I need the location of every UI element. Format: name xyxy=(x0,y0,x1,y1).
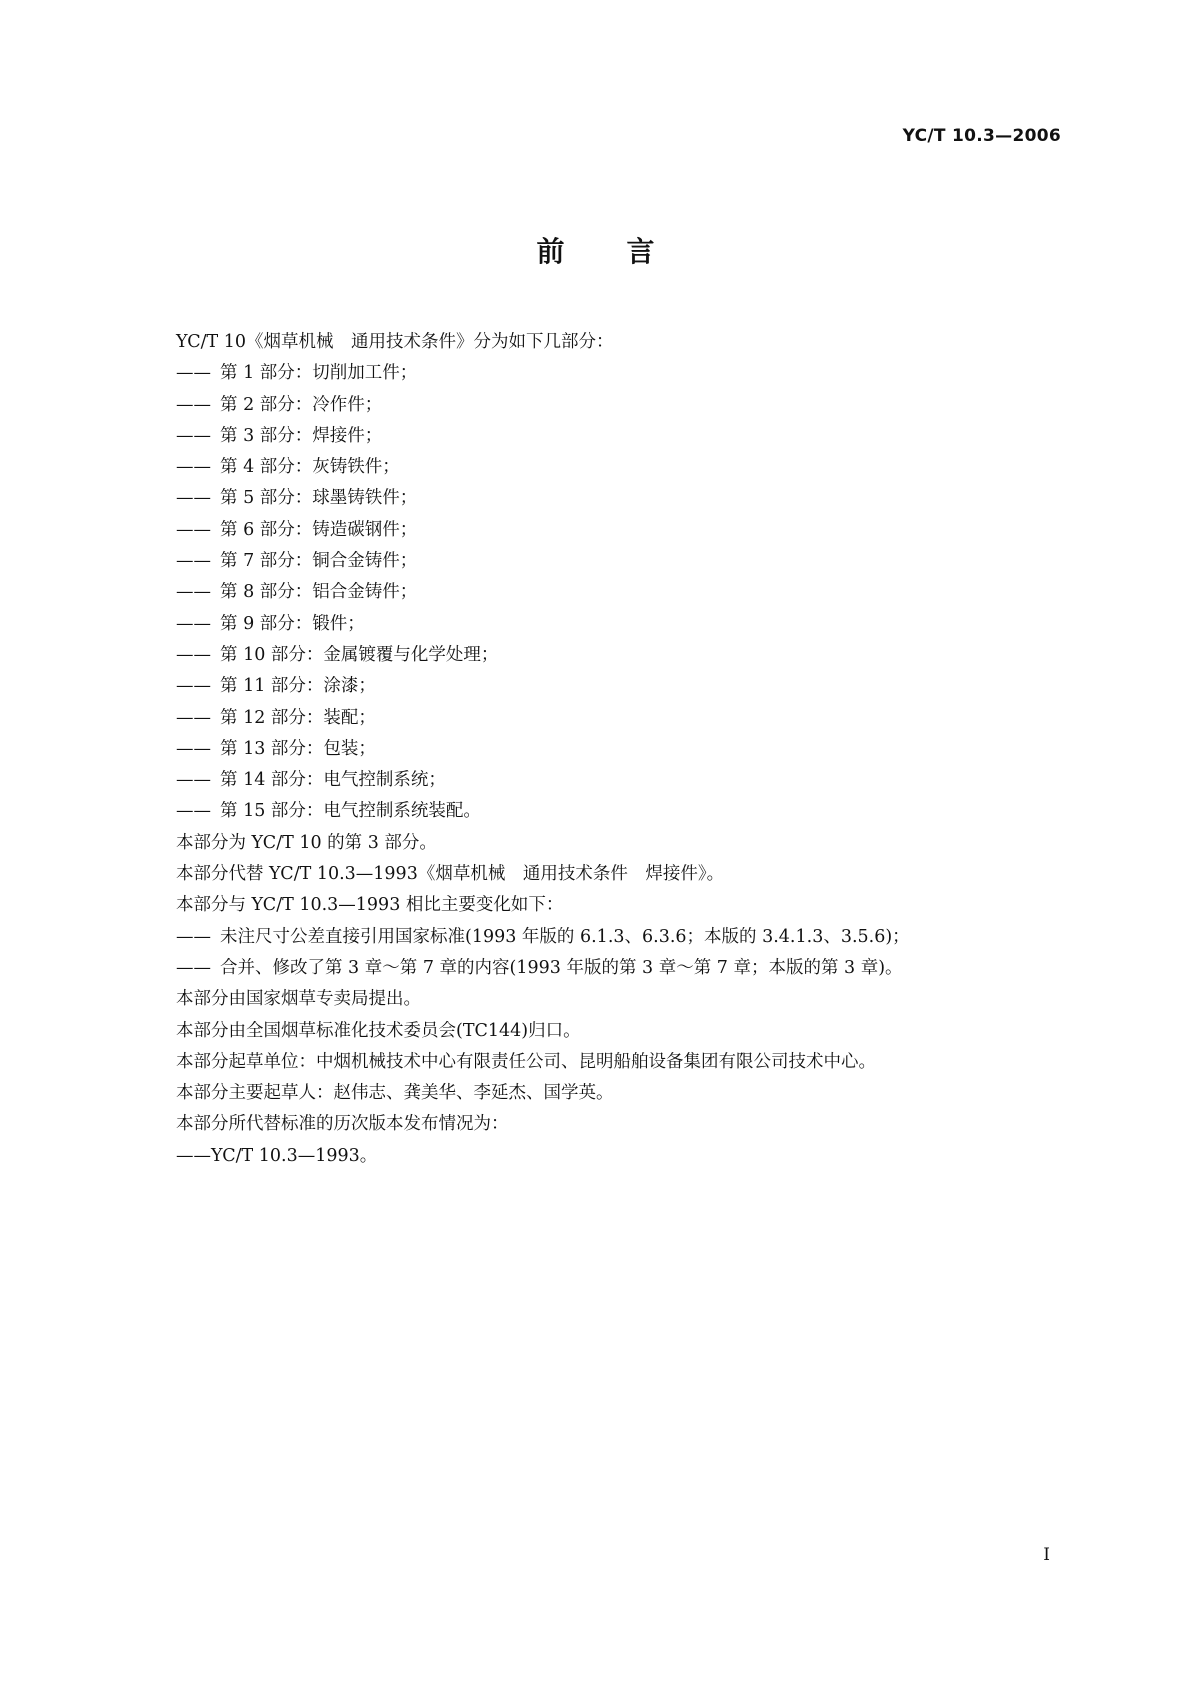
dash-marker: —— xyxy=(176,738,211,759)
dash-marker: —— xyxy=(176,551,211,572)
dash-marker: —— xyxy=(176,957,211,978)
list-item xyxy=(176,765,1056,796)
part-label: 第 6 部分：铸造碳钢件； xyxy=(220,519,418,540)
list-item xyxy=(176,922,1056,953)
part-label: 第 5 部分：球墨铸铁件； xyxy=(220,488,418,509)
part-label: 第 7 部分：铜合金铸件； xyxy=(220,551,418,572)
dash-marker: —— xyxy=(176,488,211,509)
change-text: 未注尺寸公差直接引用国家标准(1993 年版的 6.1.3、6.3.6；本版的 3.4.1.3、3.5.6)； xyxy=(220,926,910,947)
part-label: 第 3 部分：焊接件； xyxy=(220,425,383,446)
drafters-statement: 本部分主要起草人：赵伟志、龚美华、李延杰、国学英。 xyxy=(176,1083,614,1104)
changes-list xyxy=(176,922,1056,985)
part-label: 第 2 部分：冷作件； xyxy=(220,394,383,415)
page-number: I xyxy=(1043,1545,1050,1565)
list-item xyxy=(176,390,1056,421)
part-label: 第 12 部分：装配； xyxy=(220,707,376,728)
history-item: ——YC/T 10.3—1993。 xyxy=(176,1145,378,1166)
drafting-units-statement: 本部分起草单位：中烟机械技术中心有限责任公司、昆明船舶设备集团有限公司技术中心。 xyxy=(176,1051,876,1072)
replaces-statement: 本部分代替 YC/T 10.3—1993《烟草机械 通用技术条件 焊接件》。 xyxy=(176,864,725,885)
dash-marker: —— xyxy=(176,519,211,540)
part-label: 第 13 部分：包装； xyxy=(220,738,376,759)
dash-marker: —— xyxy=(176,770,211,791)
history-intro: 本部分所代替标准的历次版本发布情况为： xyxy=(176,1114,509,1135)
parts-list xyxy=(176,358,1056,827)
dash-marker: —— xyxy=(176,425,211,446)
change-text: 合并、修改了第 3 章～第 7 章的内容(1993 年版的第 3 章～第 7 章；本版的第 3 章)。 xyxy=(220,957,903,978)
part-label: 第 11 部分：涂漆； xyxy=(220,676,376,697)
changes-intro: 本部分与 YC/T 10.3—1993 相比主要变化如下： xyxy=(176,895,564,916)
list-item xyxy=(176,421,1056,452)
part-label: 第 8 部分：铝合金铸件； xyxy=(220,582,418,603)
list-item xyxy=(176,734,1056,765)
part-label: 第 14 部分：电气控制系统； xyxy=(220,770,446,791)
list-item xyxy=(176,483,1056,514)
list-item xyxy=(176,358,1056,389)
list-item xyxy=(176,671,1056,702)
dash-marker: —— xyxy=(176,394,211,415)
part-label: 第 1 部分：切削加工件； xyxy=(220,363,418,384)
dash-marker: —— xyxy=(176,613,211,634)
dash-marker: —— xyxy=(176,457,211,478)
standard-code: YC/T 10.3—2006 xyxy=(902,126,1061,146)
dash-marker: —— xyxy=(176,363,211,384)
dash-marker: —— xyxy=(176,707,211,728)
list-item xyxy=(176,953,1056,984)
centralized-by-statement: 本部分由全国烟草标准化技术委员会(TC144)归口。 xyxy=(176,1020,581,1041)
list-item xyxy=(176,452,1056,483)
dash-marker: —— xyxy=(176,644,211,665)
part-label: 第 4 部分：灰铸铁件； xyxy=(220,457,400,478)
list-item xyxy=(176,577,1056,608)
part-label: 第 15 部分：电气控制系统装配。 xyxy=(220,801,481,822)
list-item xyxy=(176,640,1056,671)
list-item xyxy=(176,515,1056,546)
dash-marker: —— xyxy=(176,926,211,947)
page-title: 前言 xyxy=(536,235,717,268)
part-of-statement: 本部分为 YC/T 10 的第 3 部分。 xyxy=(176,832,437,853)
dash-marker: —— xyxy=(176,801,211,822)
dash-marker: —— xyxy=(176,582,211,603)
list-item xyxy=(176,546,1056,577)
part-label: 第 10 部分：金属镀覆与化学处理； xyxy=(220,644,499,665)
list-item xyxy=(176,796,1056,827)
list-item xyxy=(176,609,1056,640)
intro-paragraph: YC/T 10《烟草机械 通用技术条件》分为如下几部分： xyxy=(176,332,614,352)
list-item xyxy=(176,703,1056,734)
foreword-body xyxy=(176,327,1056,1172)
proposed-by-statement: 本部分由国家烟草专卖局提出。 xyxy=(176,989,421,1010)
dash-marker: —— xyxy=(176,676,211,697)
part-label: 第 9 部分：锻件； xyxy=(220,613,365,634)
